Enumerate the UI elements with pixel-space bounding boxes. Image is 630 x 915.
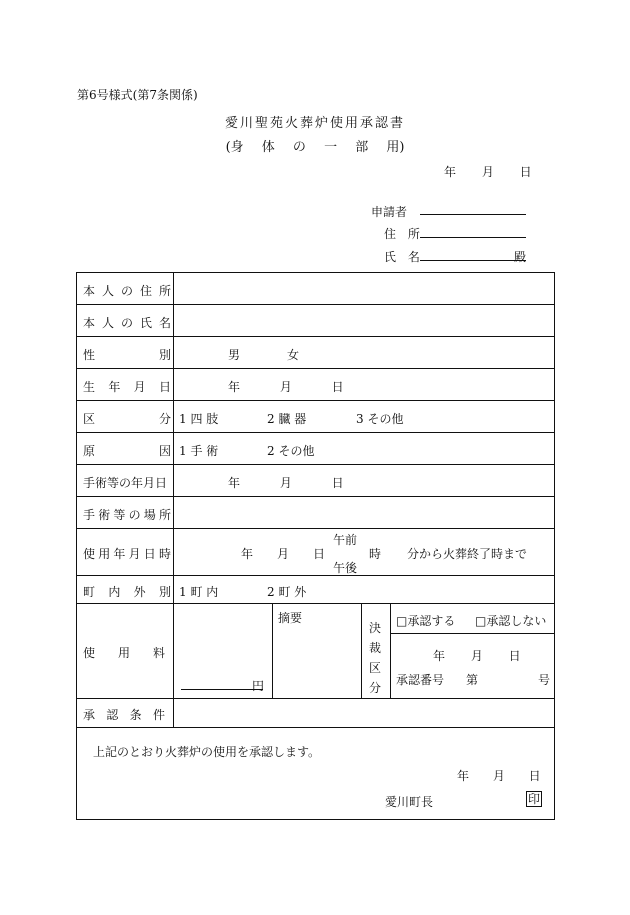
seal-mark: 印 <box>528 792 541 806</box>
label-conditions: 承 認 条 件 <box>83 708 165 722</box>
fee-amount-line <box>181 689 263 690</box>
reject-checkbox[interactable]: □承認しない <box>475 614 547 628</box>
usage-pm: 午後 <box>333 561 358 575</box>
approve-checkbox[interactable]: □承認する <box>396 614 456 628</box>
honorific: 殿 <box>514 250 527 264</box>
category-option-other[interactable]: 3 その他 <box>356 412 404 426</box>
signer: 愛川町長 <box>385 795 434 809</box>
label-fee: 使 用 料 <box>83 646 165 660</box>
label-address: 本 人 の 住 所 <box>83 284 171 298</box>
address-label: 住 所 <box>384 227 420 241</box>
cause-option-other[interactable]: 2 その他 <box>267 444 315 458</box>
fee-unit: 円 <box>252 679 265 693</box>
approval-number-prefix: 第 <box>466 673 479 687</box>
residency-option-inside[interactable]: 1 町 内 <box>179 585 219 599</box>
decision-label: 決裁区分 <box>369 621 382 695</box>
usage-month: 月 <box>277 547 290 561</box>
footer-date: 年 月 日 <box>457 769 541 783</box>
application-form-table <box>76 272 555 820</box>
usage-am: 午前 <box>333 533 358 547</box>
residency-option-outside[interactable]: 2 町 外 <box>267 585 307 599</box>
label-usage-datetime: 使 用 年 月 日 時 <box>83 547 171 561</box>
cause-option-surgery[interactable]: 1 手 術 <box>179 444 219 458</box>
approval-number-suffix: 号 <box>538 673 551 687</box>
form-number: 第6号様式(第7条関係) <box>77 88 198 102</box>
approval-number-label: 承認番号 <box>396 673 445 687</box>
document-title: 愛川聖苑火葬炉使用承認書 <box>224 116 405 131</box>
usage-year: 年 <box>241 547 254 561</box>
label-category: 区 分 <box>83 412 171 426</box>
issue-date: 年 月 日 <box>444 165 532 179</box>
summary-label: 摘要 <box>278 611 303 625</box>
gender-male[interactable]: 男 <box>228 348 241 362</box>
address-line <box>420 237 526 238</box>
category-option-organ[interactable]: 2 臓 器 <box>267 412 307 426</box>
label-birthdate: 生 年 月 日 <box>83 380 171 394</box>
birthdate-value: 年 月 日 <box>228 380 344 394</box>
usage-hour: 時 <box>369 547 382 561</box>
document-subtitle: (身 体 の 一 部 用) <box>225 140 405 155</box>
label-surgery-place: 手 術 等 の 場 所 <box>83 508 171 522</box>
label-gender: 性 別 <box>83 348 171 362</box>
category-option-limb[interactable]: 1 四 肢 <box>179 412 219 426</box>
applicant-line <box>420 214 526 215</box>
usage-day: 日 <box>313 547 326 561</box>
approval-statement: 上記のとおり火葬炉の使用を承認します。 <box>93 745 321 759</box>
label-surgery-date: 手術等の年月日 <box>83 476 168 490</box>
name-label: 氏 名 <box>384 250 420 264</box>
label-name: 本 人 の 氏 名 <box>83 316 171 330</box>
decision-date: 年 月 日 <box>433 649 521 663</box>
label-cause: 原 因 <box>83 444 171 458</box>
label-residency: 町 内 外 別 <box>83 585 171 599</box>
usage-suffix: 分から火葬終了時まで <box>407 547 528 561</box>
applicant-label: 申請者 <box>371 205 408 219</box>
surgery-date-value: 年 月 日 <box>228 476 344 490</box>
gender-female[interactable]: 女 <box>287 348 300 362</box>
name-line <box>420 260 526 261</box>
